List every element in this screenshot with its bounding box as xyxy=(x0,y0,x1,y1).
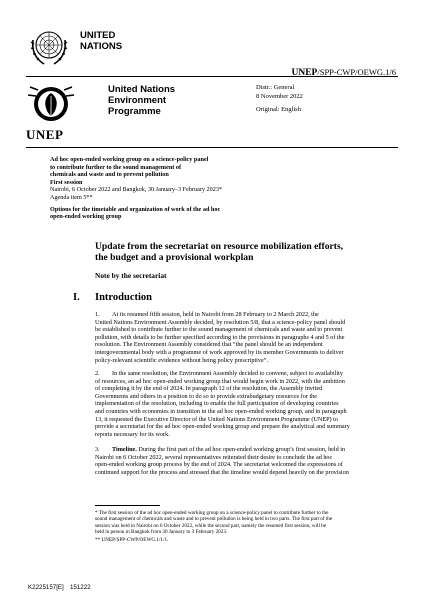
session-line1: Ad hoc open-ended working group on a science-policy panel xyxy=(50,156,209,163)
p1-line: pollution, with details to be further specified according to the provisions in paragraphs 4 and 5 of the xyxy=(95,333,345,341)
p2-line: 13, it requested the Executive Director of the United Nations Environment Programme (UNEP) to xyxy=(95,415,338,423)
footnote-1 xyxy=(95,510,395,536)
distribution-info xyxy=(256,84,303,115)
session-venue: Nairobi, 6 October 2022 and Bangkok, 30 January–3 February 2023* xyxy=(50,186,223,194)
footnote-2: ** UNEP/SPP-CWP/OEWG.1/1/1. xyxy=(95,537,169,543)
document-title xyxy=(95,241,385,263)
p1-line: United Nations Environment Assembly decided, by resolution 5/8, that a science-policy panel should xyxy=(95,318,346,326)
distribution: Distr.: General xyxy=(256,84,295,91)
p2-line: Governments and others in a position to do so to provide extrabudgetary resources for the xyxy=(95,392,318,400)
un-emblem-logo xyxy=(28,26,70,68)
unep-organization-name xyxy=(108,84,175,117)
fn1-line: held in person in Bangkok from 30 January to 3 February 2023. xyxy=(95,529,228,536)
symbol-bold: UNEP xyxy=(291,68,318,78)
fn1-line: session was held in Nairobi on 6 October 2022, while the second part, namely the resumed first session, will be xyxy=(95,522,327,529)
section-number: I. xyxy=(73,292,80,303)
unep-name-line3: Programme xyxy=(108,106,161,117)
p3-first-line xyxy=(95,446,395,454)
unep-wordmark: UNEP xyxy=(26,127,64,142)
p1-line: 1. At its resumed fifth session, held in Nairobi from 28 February to 2 March 2022, the xyxy=(95,311,319,318)
fn1-line: sound management of chemicals and waste and to prevent pollution is being held in two parts. The first part of the xyxy=(95,516,333,523)
agenda-item: Agenda item 5** xyxy=(50,193,93,201)
unep-name-line2: Environment xyxy=(108,95,167,106)
masthead-rule xyxy=(26,147,398,148)
p2-line: implementation of the resolution, including to enable the full participation of developing countries xyxy=(95,400,339,408)
p2-line: 2. In the same resolution, the Environment Assembly decided to convene, subject to availability xyxy=(95,370,343,377)
note-by-secretariat: Note by the secretariat xyxy=(95,271,167,280)
un-name-line2: NATIONS xyxy=(80,41,123,52)
job-number: K2225157[E] 151222 xyxy=(28,584,91,591)
paragraph-1 xyxy=(95,311,395,364)
session-block xyxy=(50,156,270,221)
original-language: Original: English xyxy=(256,106,301,113)
unep-logo xyxy=(26,84,76,126)
p1-line: policy-relevant scientific evidence without being policy prescriptive”. xyxy=(95,356,269,364)
section-title: Introduction xyxy=(95,292,152,303)
footnote-rule xyxy=(95,505,160,506)
p1-line: resolution. The Environment Assembly considered that “the panel should be an independent xyxy=(95,341,323,349)
p2-line: of completing it by the end of 2024. In paragraph 12 of the resolution, the Assembly invited xyxy=(95,385,323,393)
un-organization-name xyxy=(80,30,122,52)
issue-date: 8 November 2022 xyxy=(256,92,303,100)
p3-number: 3. xyxy=(95,446,113,453)
p2-line: provide a secretariat for the ad hoc open-ended working group and prepare the analytical and summary xyxy=(95,423,350,431)
paragraph-2 xyxy=(95,370,395,438)
symbol-rest: /SPP-CWP/OEWG.1/6 xyxy=(317,67,396,77)
session-name: First session xyxy=(50,178,83,186)
p3-first-rest: During the first part of the ad hoc open-ended working group’s first session, held in xyxy=(136,446,346,453)
unep-name-line1: United Nations xyxy=(108,84,176,95)
title-line2: the budget and a provisional workplan xyxy=(95,252,254,264)
title-line1: Update from the secretariat on resource mobilization efforts, xyxy=(95,241,344,252)
document-symbol xyxy=(291,67,396,78)
session-line3: chemicals and waste and to prevent pollution xyxy=(50,171,169,179)
p3-line: open-ended working group process by the end of 2024. The secretariat welcomed the expressions of xyxy=(95,461,343,469)
fn1-line: * The first session of the ad hoc open-ended working group on a science-policy panel to contribute further to the xyxy=(95,510,329,516)
p3-line: continued support for the process and stressed that the timeline would depend heavily on the provision xyxy=(95,468,349,476)
p1-line: intergovernmental body with a programme of work approved by its member Governments to deliver xyxy=(95,348,344,356)
p2-line: of resources, an ad hoc open-ended working group that would begin work in 2022, with the ambition xyxy=(95,377,345,385)
timeline-heading: Timeline. xyxy=(112,446,137,453)
p1-line: be established to contribute further to the sound management of chemicals and waste and to prevent xyxy=(95,326,343,334)
p3-line: Nairobi on 6 October 2022, several representatives reiterated their desire to conclude the ad hoc xyxy=(95,453,333,461)
p2-line: reports necessary for its work. xyxy=(95,430,170,438)
paragraph-3 xyxy=(95,446,395,476)
session-line2: to contribute further to the sound management of xyxy=(50,163,182,171)
agenda-title-line2: open-ended working group xyxy=(50,213,122,221)
p2-line: and countries with economies in transition in the ad hoc open-ended working group, and in paragraph xyxy=(95,407,347,415)
un-name-line1: UNITED xyxy=(80,30,116,41)
agenda-title-line1: Options for the timetable and organization of work of the ad hoc xyxy=(50,205,221,213)
